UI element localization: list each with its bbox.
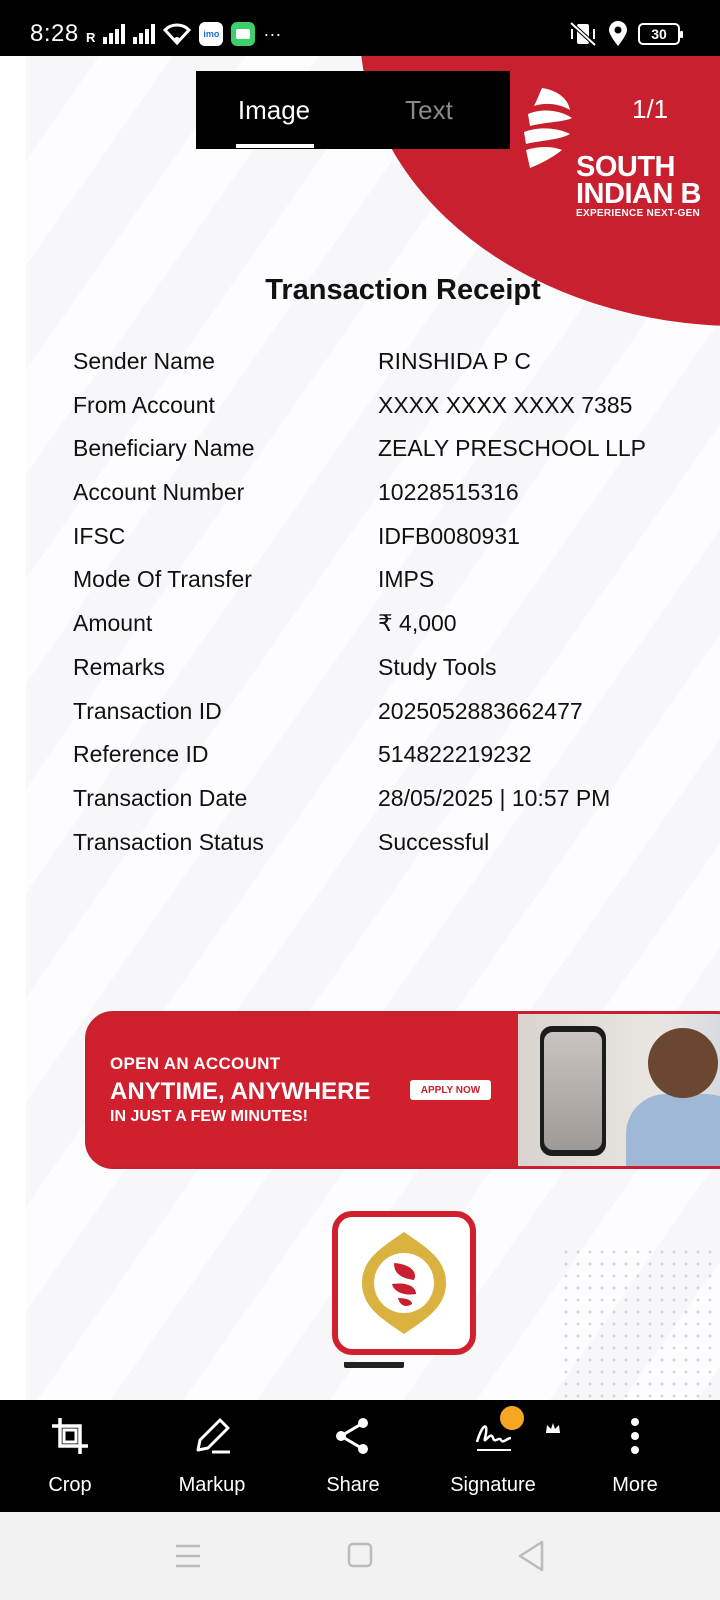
bank-emblem [332,1211,476,1355]
signature-button[interactable]: Signature [428,1400,558,1512]
phone-illustration [540,1026,606,1156]
emblem-caption-cutoff [332,1362,472,1376]
detail-row: Mode Of Transfer IMPS [73,566,435,593]
share-button[interactable]: Share [288,1400,418,1512]
detail-row: From Account XXXX XXXX XXXX 7385 [73,391,633,418]
wifi-icon [163,23,191,45]
markup-button[interactable]: Markup [147,1400,277,1512]
banner-line-2: ANYTIME, ANYWHERE [110,1078,371,1105]
open-account-banner [85,1011,720,1169]
signal-icon [103,24,125,44]
share-icon [333,1416,373,1456]
banner-photo [518,1014,720,1166]
pen-icon [192,1416,232,1456]
status-bar [0,0,720,56]
document-viewer[interactable] [0,56,720,1400]
detail-row: Transaction Date 28/05/2025 | 10:57 PM [73,784,611,811]
detail-row: Account Number 10228515316 [73,479,519,506]
banner-line-1: OPEN AN ACCOUNT [110,1054,281,1073]
back-icon[interactable] [512,1538,552,1574]
crop-button[interactable]: Crop [5,1400,135,1512]
recents-icon[interactable] [168,1538,208,1574]
person-illustration [626,1094,720,1169]
vibrate-off-icon [568,21,598,47]
detail-row: Transaction ID 2025052883662477 [73,697,583,724]
messages-app-icon [231,22,255,46]
more-button[interactable]: More [570,1400,700,1512]
system-navigation-bar [0,1512,720,1600]
signal-icon-2 [133,24,155,44]
status-icons-left [86,20,281,48]
bottom-toolbar [0,1400,720,1512]
page-margin [0,56,26,1400]
dot-pattern [560,1246,720,1400]
detail-row: IFSC IDFB0080931 [73,522,520,549]
detail-row: Beneficiary Name ZEALY PRESCHOOL LLP [73,435,647,462]
imo-app-icon: imo [199,22,223,46]
crop-icon [50,1416,90,1456]
apply-now-button: APPLY NOW [410,1080,491,1100]
page-counter: 1/1 [632,94,669,124]
detail-row: Sender Name RINSHIDA P C [73,348,531,374]
more-notifications-icon: ··· [263,23,282,44]
bank-logo-mark-icon [520,86,576,172]
location-icon [608,21,628,47]
detail-row: Transaction Status Successful [73,828,490,855]
clock: 8:28 [30,20,79,47]
bank-tagline: EXPERIENCE NEXT-GEN [576,208,701,219]
home-icon[interactable] [340,1538,380,1574]
network-label: R [86,29,96,45]
emblem-icon [354,1228,454,1338]
more-vertical-icon [615,1416,655,1456]
premium-crown-icon [500,1406,524,1430]
detail-row: Reference ID 514822219232 [73,741,532,768]
view-mode-tabs [196,71,510,149]
receipt-title: Transaction Receipt [265,274,541,306]
detail-row: Amount ₹ 4,000 [73,610,457,637]
bank-name: SOUTH INDIAN B [576,151,701,210]
battery-icon: 30 [638,23,680,45]
banner-text-area [88,1014,518,1166]
active-tab-indicator [236,144,314,148]
detail-row: Remarks Study Tools [73,653,497,680]
banner-line-3: IN JUST A FEW MINUTES! [110,1108,308,1125]
receipt-details [73,342,713,866]
tab-image[interactable]: Image [237,94,311,125]
status-icons-right [568,20,680,48]
tab-text[interactable]: Text [405,94,453,125]
